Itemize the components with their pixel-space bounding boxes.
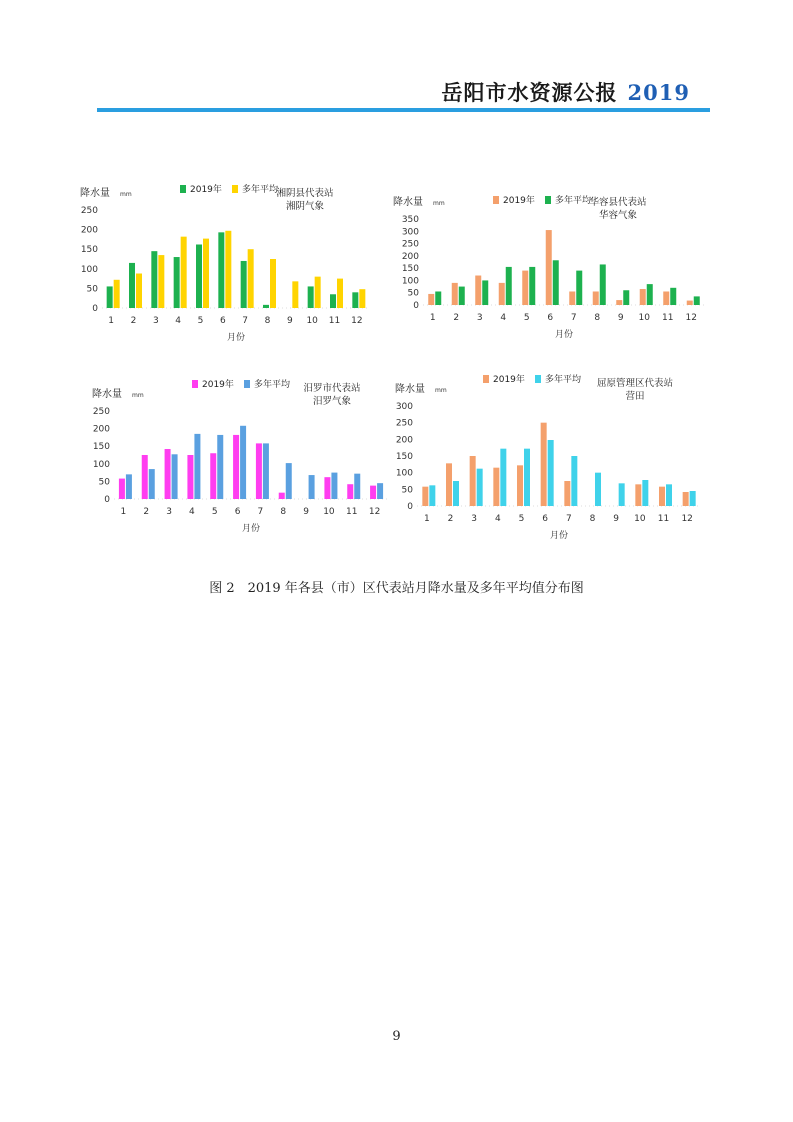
bar-current-year [541,423,547,506]
bar-current-year [499,283,505,305]
bar-current-year [324,477,330,499]
x-tick-label: 12 [351,316,363,326]
bar-current-year [165,449,171,499]
bar-long-term-average [482,280,488,305]
bar-long-term-average [309,475,315,499]
y-tick-label: 350 [401,215,419,225]
y-tick-label: 50 [98,477,110,488]
y-tick-label: 150 [92,442,110,453]
x-tick-label: 9 [303,507,309,517]
x-tick-label: 3 [476,313,483,323]
y-tick-label: 250 [80,206,98,216]
x-tick-label: 9 [613,514,620,524]
bar-long-term-average [292,281,298,308]
legend-swatch [192,380,198,388]
legend-swatch [545,196,551,204]
legend-label: 多年平均 [555,196,592,206]
bar-current-year [210,453,216,499]
bar-long-term-average [647,284,653,305]
bar-current-year [475,276,481,305]
chart-xiangyin [80,180,410,360]
bar-current-year [151,251,157,308]
legend-label: 2019年 [493,375,525,385]
bar-long-term-average [217,435,223,499]
x-tick-label: 10 [634,514,646,524]
bar-long-term-average [459,287,465,305]
bar-current-year [683,492,689,506]
y-tick-label: 0 [413,301,419,311]
legend-swatch [180,185,186,193]
x-tick-label: 2 [130,316,137,326]
y-tick-label: 50 [401,485,413,496]
x-tick-label: 6 [234,507,241,517]
y-axis-unit: mm [120,191,132,198]
legend-swatch [535,375,541,383]
bar-current-year [233,435,239,499]
legend-swatch [493,196,499,204]
x-tick-label: 1 [120,507,127,517]
bar-long-term-average [670,288,676,305]
bar-current-year [263,305,269,308]
bar-long-term-average [500,449,506,506]
bar-current-year [142,455,148,499]
x-tick-label: 10 [323,507,335,517]
bar-long-term-average [315,277,321,308]
bar-long-term-average [506,267,512,305]
bar-long-term-average [359,289,365,308]
x-tick-label: 4 [189,507,195,517]
bar-long-term-average [203,239,209,308]
chart-huarong [393,187,723,367]
x-tick-label: 8 [589,514,596,524]
x-tick-label: 6 [542,514,549,524]
y-axis-unit: mm [132,392,144,399]
x-tick-label: 10 [306,316,318,326]
bar-current-year [256,443,262,499]
bar-long-term-average [595,473,601,506]
bar-current-year [352,292,358,308]
chart-title-line: 屈原管理区代表站 [596,378,674,389]
legend-swatch [244,380,250,388]
bar-current-year [422,487,428,506]
chart-title-line: 湘阴气象 [285,201,325,212]
bar-long-term-average [453,481,459,506]
bar-current-year [663,291,669,305]
x-tick-label: 7 [242,316,249,326]
bar-long-term-average [477,469,483,506]
bar-current-year [370,486,376,499]
x-tick-label: 12 [681,514,693,524]
x-tick-label: 11 [328,316,341,326]
bar-long-term-average [331,473,337,499]
bar-current-year [517,465,523,506]
bar-current-year [470,456,476,506]
report-title [442,77,690,107]
y-tick-label: 0 [104,495,110,505]
x-tick-label: 7 [570,313,577,323]
bar-long-term-average [600,264,606,305]
chart-title-line: 营田 [625,391,645,402]
y-tick-label: 0 [92,304,98,314]
y-axis-label: 降水量 [80,188,110,199]
report-title-text: 岳阳市水资源公报 [441,81,618,105]
y-axis-unit: mm [433,200,445,207]
bar-long-term-average [114,280,120,308]
x-tick-label: 9 [286,316,293,326]
x-tick-label: 6 [219,316,226,326]
bar-long-term-average [263,443,269,499]
bar-long-term-average [553,260,559,305]
chart-svg [92,375,392,540]
bar-current-year [546,230,552,305]
bar-current-year [330,294,336,308]
bar-current-year [174,257,180,308]
bar-current-year [569,291,575,305]
y-tick-label: 200 [80,225,98,236]
bar-long-term-average [181,237,187,308]
x-tick-label: 2 [453,313,460,323]
bar-long-term-average [194,434,200,499]
chart-svg [80,180,380,355]
bar-long-term-average [337,279,343,308]
x-tick-label: 4 [500,313,507,323]
y-tick-label: 0 [407,502,413,512]
x-tick-label: 4 [494,514,501,524]
bar-long-term-average [136,274,142,308]
legend-swatch [483,375,489,383]
bar-current-year [107,286,113,308]
x-tick-label: 8 [264,316,271,326]
x-tick-label: 11 [346,507,358,517]
bar-current-year [279,493,285,499]
x-tick-label: 1 [423,514,430,524]
y-tick-label: 100 [80,264,98,275]
page-number: 9 [392,1029,401,1044]
bar-long-term-average [354,474,360,499]
legend-label: 2019年 [202,380,234,390]
x-tick-label: 3 [152,316,159,326]
bar-long-term-average [225,231,231,308]
bar-long-term-average [576,271,582,305]
bar-long-term-average [619,483,625,506]
chart-title-line: 汨罗市代表站 [303,383,361,394]
y-tick-label: 50 [86,284,98,295]
x-tick-label: 5 [211,507,218,517]
y-axis-label: 降水量 [395,384,425,395]
bar-long-term-average [548,440,554,506]
header-divider [97,108,710,112]
bar-long-term-average [126,474,132,499]
bar-long-term-average [571,456,577,506]
y-tick-label: 200 [401,251,419,262]
chart-quyuan [395,370,725,550]
bar-current-year [241,261,247,308]
x-tick-label: 11 [657,514,670,524]
bar-current-year [119,479,125,499]
y-tick-label: 300 [401,227,419,238]
y-tick-label: 150 [395,452,413,462]
bar-long-term-average [172,454,178,499]
x-tick-label: 5 [197,316,204,326]
bar-long-term-average [623,290,629,305]
x-tick-label: 1 [429,313,436,323]
chart-title-line: 汨罗气象 [312,396,352,407]
bar-current-year [564,481,570,506]
y-tick-label: 250 [401,239,419,250]
y-tick-label: 50 [407,288,419,299]
x-axis-label: 月份 [549,531,569,541]
chart-svg [393,187,713,357]
legend-label: 多年平均 [254,380,291,390]
bar-long-term-average [529,267,535,305]
x-tick-label: 8 [594,313,601,323]
bar-current-year [218,232,224,308]
y-tick-label: 250 [92,407,110,417]
bar-long-term-average [435,291,441,305]
y-axis-label: 降水量 [92,389,122,400]
x-tick-label: 1 [108,316,115,326]
y-tick-label: 200 [92,424,110,435]
bar-current-year [187,455,193,499]
bar-long-term-average [642,480,648,506]
x-tick-label: 10 [638,313,650,323]
bar-long-term-average [690,491,696,506]
x-tick-label: 7 [565,514,572,524]
bar-long-term-average [377,483,383,499]
bar-current-year [129,263,135,308]
bar-current-year [659,487,665,506]
chart-svg [395,370,715,540]
x-axis-label: 月份 [226,333,246,343]
bar-current-year [522,271,528,305]
bar-current-year [616,300,622,305]
bar-long-term-average [524,449,530,506]
y-tick-label: 150 [401,264,419,275]
chart-title-line: 华容县代表站 [589,197,647,208]
figure-caption: 图 2 2019 年各县（市）区代表站月降水量及多年平均值分布图 [209,581,584,596]
bar-current-year [446,463,452,506]
x-tick-label: 12 [368,507,381,517]
x-tick-label: 9 [617,313,624,323]
bar-long-term-average [666,484,672,506]
x-tick-label: 2 [447,514,454,524]
chart-title-line: 湘阴县代表站 [276,188,334,199]
x-tick-label: 2 [143,507,150,517]
x-tick-label: 11 [662,313,674,323]
y-tick-label: 150 [80,245,98,256]
x-tick-label: 3 [166,507,172,517]
bar-long-term-average [240,426,246,499]
x-axis-label: 月份 [554,330,574,340]
bar-long-term-average [158,255,164,308]
y-tick-label: 250 [395,418,413,429]
y-tick-label: 200 [395,435,413,446]
bar-long-term-average [270,259,276,308]
legend-label: 2019年 [503,196,535,206]
bar-current-year [196,244,202,308]
legend-swatch [232,185,238,193]
bar-long-term-average [694,296,700,305]
x-tick-label: 4 [175,316,182,326]
bar-long-term-average [149,469,155,499]
bar-current-year [593,291,599,305]
legend-label: 2019年 [190,185,222,195]
bar-current-year [493,468,499,506]
bar-current-year [308,286,314,308]
y-axis-unit: mm [435,387,447,394]
chart-title-line: 华容气象 [598,210,638,221]
chart-miluo [92,375,422,555]
bar-long-term-average [429,485,435,506]
x-tick-label: 7 [257,507,264,517]
legend-label: 多年平均 [242,185,279,195]
bar-long-term-average [248,249,254,308]
y-tick-label: 300 [395,402,413,412]
y-tick-label: 100 [92,459,110,470]
bar-current-year [635,484,641,506]
x-axis-label: 月份 [241,524,261,534]
legend-label: 多年平均 [545,375,582,385]
bar-long-term-average [286,463,292,499]
x-tick-label: 12 [685,313,697,323]
x-tick-label: 6 [547,313,554,323]
y-axis-label: 降水量 [393,197,423,208]
bar-current-year [452,283,458,305]
x-tick-label: 5 [523,313,530,323]
bar-current-year [428,294,434,305]
bar-current-year [687,301,693,305]
x-tick-label: 8 [280,507,287,517]
y-tick-label: 100 [395,468,413,479]
bar-current-year [347,484,353,499]
x-tick-label: 3 [471,514,478,524]
y-tick-label: 100 [401,276,419,287]
report-year: 2019 [627,80,690,105]
bar-current-year [640,289,646,305]
x-tick-label: 5 [518,514,525,524]
